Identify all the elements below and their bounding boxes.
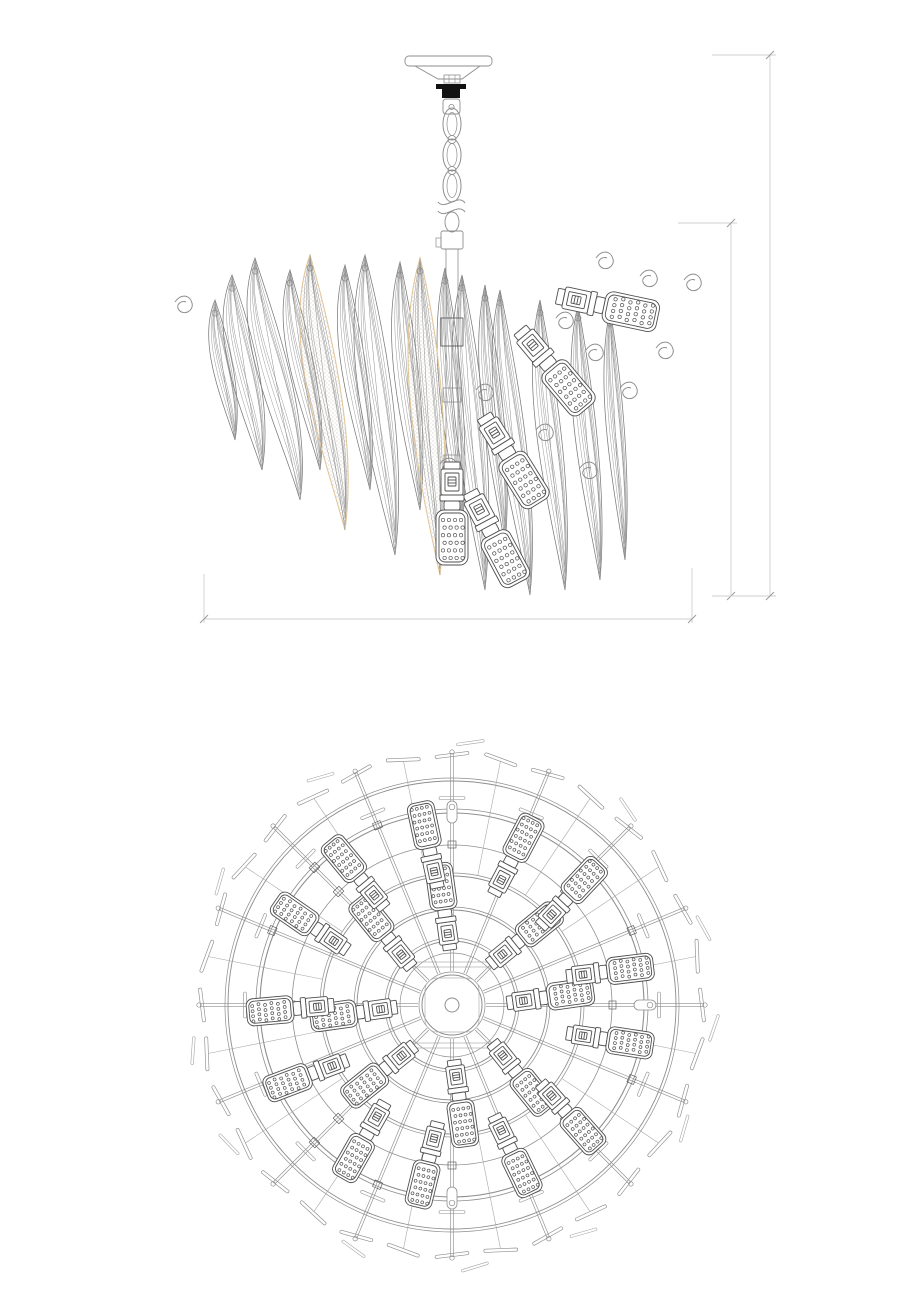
hook-arm [556, 312, 573, 329]
hook-arm [656, 342, 673, 359]
outer-dash [215, 868, 225, 896]
plan-lamp-outer [530, 1074, 608, 1158]
outer-dash [218, 1133, 239, 1155]
leaf-shape [354, 255, 399, 555]
rim-tick [199, 940, 214, 973]
rim-tick [211, 1085, 231, 1116]
outer-dash [679, 1115, 689, 1143]
rim-tick [575, 1204, 607, 1221]
leaf-shape [604, 310, 627, 560]
outer-dash [570, 1228, 598, 1238]
rim-tick [647, 1130, 672, 1157]
rim-tick [205, 1037, 210, 1071]
outer-dash [696, 915, 712, 941]
lamp-symbol [565, 953, 655, 991]
rim-tick [297, 789, 329, 806]
rim-tick [300, 1200, 327, 1225]
plan-lamp-outer [261, 1047, 353, 1103]
plan-lamp-outer [482, 1109, 545, 1200]
plan-lamp-outer [565, 1020, 656, 1060]
lamp-symbol [482, 1034, 558, 1119]
lamp-symbol [436, 462, 468, 565]
rim-tick [198, 988, 205, 1022]
outer-dash [341, 1240, 365, 1259]
plan-lamp-outer [530, 854, 610, 936]
rim-tick [673, 894, 693, 925]
plan-ring [422, 975, 482, 1035]
rim-tick [532, 1226, 563, 1246]
lamp-symbol [440, 1058, 479, 1148]
plan-ring [400, 953, 504, 1057]
outer-dash [461, 1262, 489, 1273]
hook-arm [620, 382, 637, 399]
rim-tick [484, 1248, 518, 1253]
rim-tick [484, 752, 517, 767]
rim-tick [695, 939, 700, 973]
outer-dash [191, 1037, 196, 1065]
keyhole-slot [447, 1187, 457, 1209]
keyhole-slot [447, 801, 457, 823]
leaf-shape [571, 305, 602, 580]
rim-tick [435, 751, 469, 758]
canopy-collar [436, 84, 466, 98]
plan-lamp-outer [482, 811, 547, 901]
lamp-symbol [530, 854, 610, 936]
hook-arm [684, 274, 701, 291]
plan-lamp-outer [330, 1095, 397, 1185]
top-plan-view [191, 739, 720, 1272]
rim-tick [386, 758, 420, 763]
lamp-symbol [261, 1047, 353, 1103]
rim-tick [387, 1243, 420, 1258]
lamp-symbol [268, 889, 356, 961]
plan-lamp-inner [440, 1058, 479, 1148]
outer-dash [619, 797, 637, 822]
rim-tick [236, 1128, 253, 1160]
rim-tick [651, 850, 668, 882]
lamp-symbol [330, 1095, 397, 1185]
lamp-symbol [565, 1020, 656, 1060]
plan-lamp-outer [268, 889, 356, 961]
hook-arm [175, 296, 192, 313]
hook-arm [640, 270, 657, 287]
outer-dash [307, 772, 335, 782]
rim-tick [690, 1037, 705, 1070]
lamp-symbol [482, 1109, 545, 1200]
rim-tick [231, 853, 256, 880]
side-elevation-view [175, 56, 701, 595]
keyhole-slot [634, 1000, 656, 1010]
hook-arm [536, 424, 553, 441]
lamp-symbol [482, 811, 547, 901]
hook-arm [586, 344, 603, 361]
rim-tick [341, 764, 372, 784]
plan-ring [445, 998, 459, 1012]
rim-tick [435, 1251, 469, 1258]
lamp-symbol [530, 1074, 608, 1158]
outer-dash [456, 739, 484, 745]
plan-lamp-outer [565, 953, 655, 991]
plan-ring [419, 972, 485, 1038]
plan-lamp-inner [482, 1034, 558, 1119]
hook-arm [596, 252, 613, 269]
rim-tick [698, 988, 705, 1022]
outer-dash [708, 1014, 720, 1041]
rim-tick [577, 784, 604, 809]
